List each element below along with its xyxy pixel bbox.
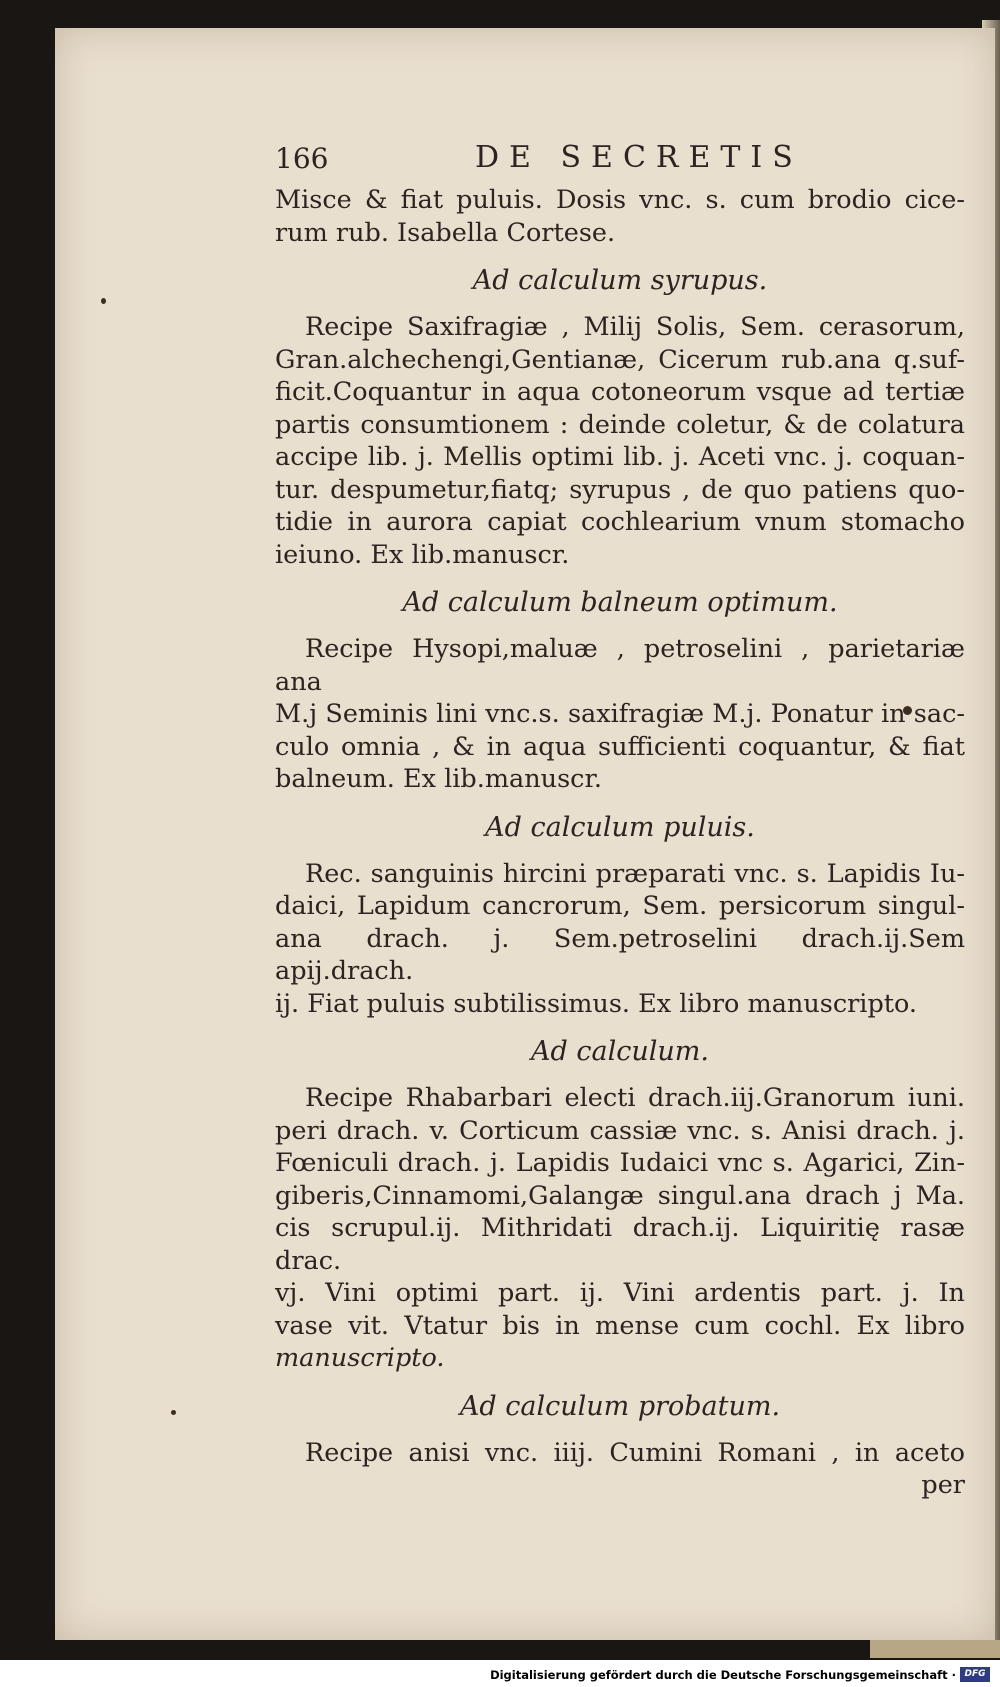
footer-credit: Digitalisierung gefördert durch die Deutsche Forschungsgemeinschaft ·	[490, 1668, 956, 1682]
paragraph-2	[275, 311, 965, 571]
section-heading: Ad calculum.	[531, 1036, 709, 1067]
text-line: daici, Lapidum cancrorum, Sem. persicorum singul-	[275, 891, 965, 921]
digitization-footer	[0, 1664, 1000, 1687]
section-heading: Ad calculum probatum.	[459, 1390, 781, 1422]
page-number: 166	[275, 142, 329, 175]
text-line: culo omnia , & in aqua sufficienti coquantur, & fiat	[275, 731, 965, 762]
section-heading: Ad calculum syrupus.	[472, 265, 768, 296]
text-line: Misce & fiat puluis. Dosis vnc. s. cum brodio cice-	[275, 185, 965, 215]
ink-spot	[101, 298, 106, 304]
page-edge-bottom	[870, 1640, 1000, 1658]
text-line: ieiuno. Ex lib.manuscr.	[275, 539, 570, 570]
text-line: cis scrupul.ij. Mithridati drach.ij. Liquiritię rasæ drac.	[275, 1213, 965, 1276]
paragraph-3	[275, 633, 965, 796]
text-line: vj. Vini optimi part. ij. Vini ardentis part. j. In	[275, 1278, 965, 1308]
ink-spot	[171, 1410, 176, 1415]
text-line: rum rub. Isabella Cortese.	[275, 217, 616, 248]
text-line: Fœniculi drach. j. Lapidis Iudaici vnc s. Agarici, Zin-	[275, 1148, 965, 1178]
text-line: Gran.alchechengi,Gentianæ, Cicerum rub.ana q.suf-	[275, 344, 965, 375]
text-line: vase vit. Vtatur bis in mense cum cochl. Ex libro	[275, 1310, 965, 1341]
text-line: Rec. sanguinis hircini præparati vnc. s. Lapidis Iu-	[305, 858, 965, 889]
text-line: peri drach. v. Corticum cassiæ vnc. s. Anisi drach. j.	[275, 1115, 965, 1146]
paragraph-1	[275, 184, 965, 249]
text-line: Recipe anisi vnc. iiij. Cumini Romani , in aceto	[305, 1437, 965, 1468]
section-heading: Ad calculum puluis.	[485, 811, 755, 843]
running-head	[275, 138, 965, 184]
text-line: balneum. Ex lib.manuscr.	[275, 764, 602, 794]
text-line: ana drach. j. Sem.petroselini drach.ij.Sem apij.drach.	[275, 923, 965, 986]
running-title: DE SECRETIS	[475, 140, 803, 175]
paragraph-4	[275, 858, 965, 1021]
page-text	[275, 138, 965, 1502]
text-line: Recipe Rhabarbari electi drach.iij.Granorum iuni.	[305, 1083, 965, 1113]
section-heading: Ad calculum balneum optimum.	[402, 587, 838, 618]
text-line: partis consumtionem : deinde coletur, & de colatura	[275, 409, 965, 440]
text-line: accipe lib. j. Mellis optimi lib. j. Aceti vnc. j. coquan-	[275, 442, 965, 472]
text-line: manuscripto.	[275, 1343, 445, 1373]
text-line: tur. despumetur,fiatq; syrupus , de quo patiens quo-	[275, 474, 965, 505]
text-line: ficit.Coquantur in aqua cotoneorum vsque ad tertiæ	[275, 377, 965, 407]
text-line: M.j Seminis lini vnc.s. saxifragiæ M.j. Ponatur in sac-	[275, 699, 965, 729]
paragraph-5	[275, 1082, 965, 1375]
text-line: Recipe Saxifragiæ , Milij Solis, Sem. cerasorum,	[305, 312, 965, 342]
dfg-logo-icon: DFG	[960, 1667, 990, 1682]
text-line: tidie in aurora capiat cochlearium vnum stomacho	[275, 507, 965, 537]
catchword: per	[921, 1470, 965, 1500]
text-line: ij. Fiat puluis subtilissimus. Ex libro manuscripto.	[275, 988, 918, 1019]
text-line: giberis,Cinnamomi,Galangæ singul.ana drach j Ma.	[275, 1180, 965, 1211]
paragraph-6	[275, 1437, 965, 1470]
text-line: Recipe Hysopi,maluæ , petroselini , parietariæ ana	[275, 634, 965, 697]
